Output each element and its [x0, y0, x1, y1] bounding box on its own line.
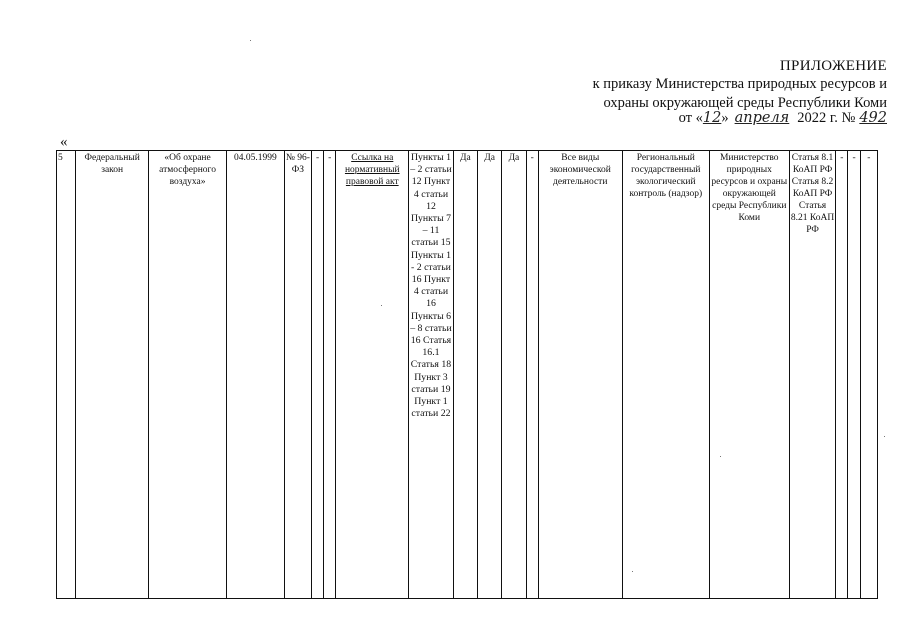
scan-speck [884, 436, 885, 437]
header-line-1: к приказу Министерства природных ресурсов и [592, 76, 887, 92]
cell-link [336, 151, 409, 599]
cell-number: 5 [57, 151, 76, 599]
order-date-line [679, 109, 887, 128]
header-line-2: охраны окружающей среды Республики Коми [603, 95, 887, 111]
cell-koap: Статья 8.1 КоАП РФ Статья 8.2 КоАП РФ Статья 8.21 КоАП РФ [789, 151, 836, 599]
cell-dash: - [860, 151, 877, 599]
cell-control-type: Региональный государственный экологический контроль (надзор) [622, 151, 709, 599]
cell-yes: Да [453, 151, 477, 599]
cell-yes: Да [502, 151, 526, 599]
date-year: 2022 г. № [797, 110, 856, 126]
cell-dash: - [526, 151, 538, 599]
open-quote: « [60, 134, 68, 150]
cell-authority: Министерство природных ресурсов и охраны окружающей среды Республики Коми [709, 151, 789, 599]
cell-dash: - [836, 151, 848, 599]
scan-speck [720, 456, 721, 457]
date-mid: » [721, 110, 729, 126]
scan-speck [632, 571, 633, 572]
cell-dash: - [848, 151, 860, 599]
scan-speck [250, 40, 251, 41]
order-number: 492 [859, 110, 887, 126]
appendix-title: ПРИЛОЖЕНИЕ [779, 58, 887, 74]
registry-table [56, 150, 878, 599]
date-day: 12 [702, 110, 722, 126]
legal-act-link[interactable]: Ссылка на нормативный правовой акт [344, 153, 400, 187]
cell-activities: Все виды экономической деятельности [538, 151, 622, 599]
cell-dash: - [312, 151, 324, 599]
date-month: апреля [734, 110, 790, 126]
cell-act-date: 04.05.1999 [227, 151, 285, 599]
cell-act-name: «Об охране атмосферного воздуха» [149, 151, 227, 599]
scan-speck [381, 305, 382, 306]
table-row [57, 151, 878, 599]
cell-dash: - [324, 151, 336, 599]
cell-act-number: № 96-ФЗ [284, 151, 311, 599]
cell-yes: Да [478, 151, 502, 599]
date-prefix: от « [678, 110, 703, 126]
cell-act-type: Федеральный закон [76, 151, 149, 599]
cell-articles: Пункты 1 – 2 статьи 12 Пункт 4 статьи 12 Пункты 7 – 11 статьи 15 Пункты 1 - 2 статьи 16 Пункт 4 статьи 16 Пункты 6 – 8 статьи 16 Статья 16.1 Статья 18 Пункт 3 статьи 19 Пункт 1 статьи 22 [409, 151, 454, 599]
